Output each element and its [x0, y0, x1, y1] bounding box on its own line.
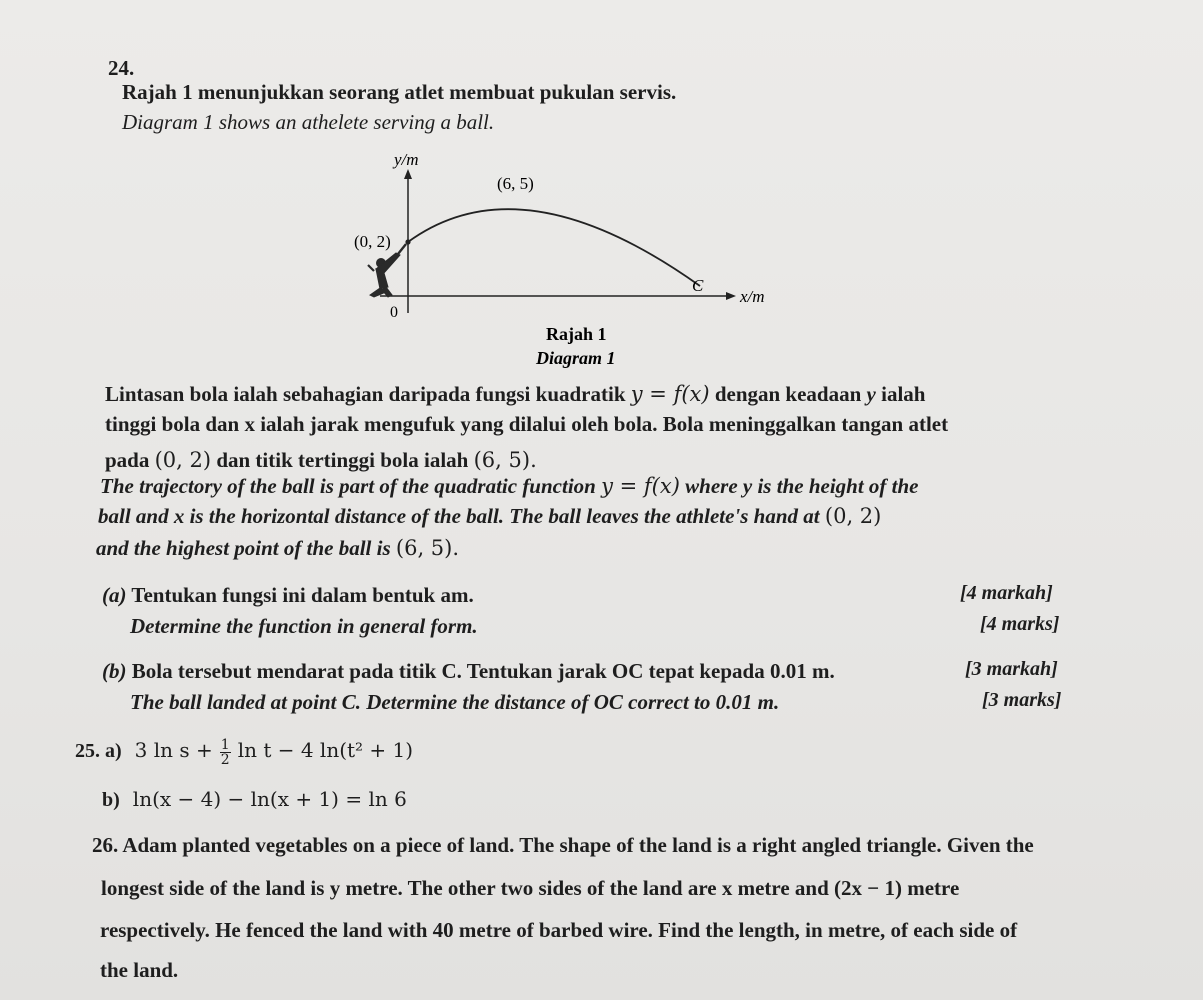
q24-para-malay-line2: tinggi bola dan x ialah jarak mengufuk yang dilalui oleh bola. Bola meninggalkan tangan atlet: [105, 412, 949, 436]
q24-part-a-marks-malay: [4 markah]: [960, 582, 1053, 604]
q24-part-b-marks-english: [3 marks]: [982, 689, 1062, 711]
q24-para-english-line1: The trajectory of the ball is part of the quadratic function y = f(x) where y is the height of the: [100, 474, 919, 498]
trajectory-diagram: [340, 145, 780, 375]
question-26-line2: longest side of the land is y metre. The other two sides of the land are x metre and (2x − 1) metre: [101, 876, 960, 900]
diagram-caption-english: Diagram 1: [536, 348, 616, 368]
q24-intro-malay: Rajah 1 menunjukkan seorang atlet membuat pukulan servis.: [122, 80, 677, 104]
q24-part-a-marks-english: [4 marks]: [980, 613, 1060, 635]
landing-point-label: C: [692, 276, 704, 295]
fraction-one-half: $\frac{1}{2}$: [220, 737, 230, 768]
q24-part-b-marks-malay: [3 markah]: [965, 658, 1058, 680]
q24-para-malay-line1: Lintasan bola ialah sebahagian daripada fungsi kuadratik y = f(x) dengan keadaan y ialah: [105, 382, 926, 406]
q24-part-a-english: Determine the function in general form.: [130, 614, 478, 638]
question-25b: b) ln(x − 4) − ln(x + 1) = ln 6: [102, 787, 407, 811]
y-axis-label: y/m: [394, 150, 419, 169]
q24-para-malay-line3: pada (0, 2) dan titik tertinggi bola ialah (6, 5).: [105, 448, 537, 472]
q24-part-b-english: The ball landed at point C. Determine the distance of OC correct to 0.01 m.: [130, 690, 780, 714]
question-26-line4: the land.: [100, 958, 179, 982]
peak-point-label: (6, 5): [497, 174, 534, 193]
question-26-line3: respectively. He fenced the land with 40 metre of barbed wire. Find the length, in metre, of each side of: [100, 918, 1018, 942]
origin-label: 0: [390, 304, 398, 321]
athlete-figure: [368, 244, 406, 297]
x-axis-label: x/m: [740, 287, 765, 306]
question-26-line1: 26. Adam planted vegetables on a piece of land. The shape of the land is a right angled triangle. Given the: [92, 833, 1034, 857]
q24-para-english-line2: ball and x is the horizontal distance of the ball. The ball leaves the athlete's hand at (0, 2): [98, 504, 882, 528]
x-axis-arrow: [726, 292, 736, 300]
q24-part-b-malay: (b) Bola tersebut mendarat pada titik C. Tentukan jarak OC tepat kepada 0.01 m.: [102, 659, 835, 683]
ball-trajectory: [408, 209, 700, 286]
q24-part-a-malay: (a) Tentukan fungsi ini dalam bentuk am.: [102, 583, 474, 607]
y-axis-arrow: [404, 169, 412, 179]
question-24-number: 24.: [108, 56, 135, 80]
q24-para-english-line3: and the highest point of the ball is (6, 5).: [96, 536, 460, 560]
ball-start-point: [405, 239, 410, 244]
question-25a: 25. a) 3 ln s + $\frac{1}{2}$ ln t − 4 ln(t² + 1): [75, 737, 414, 768]
start-point-label: (0, 2): [354, 232, 391, 251]
diagram-caption-malay: Rajah 1: [546, 324, 607, 344]
q24-intro-english: Diagram 1 shows an athelete serving a ball.: [122, 110, 495, 134]
